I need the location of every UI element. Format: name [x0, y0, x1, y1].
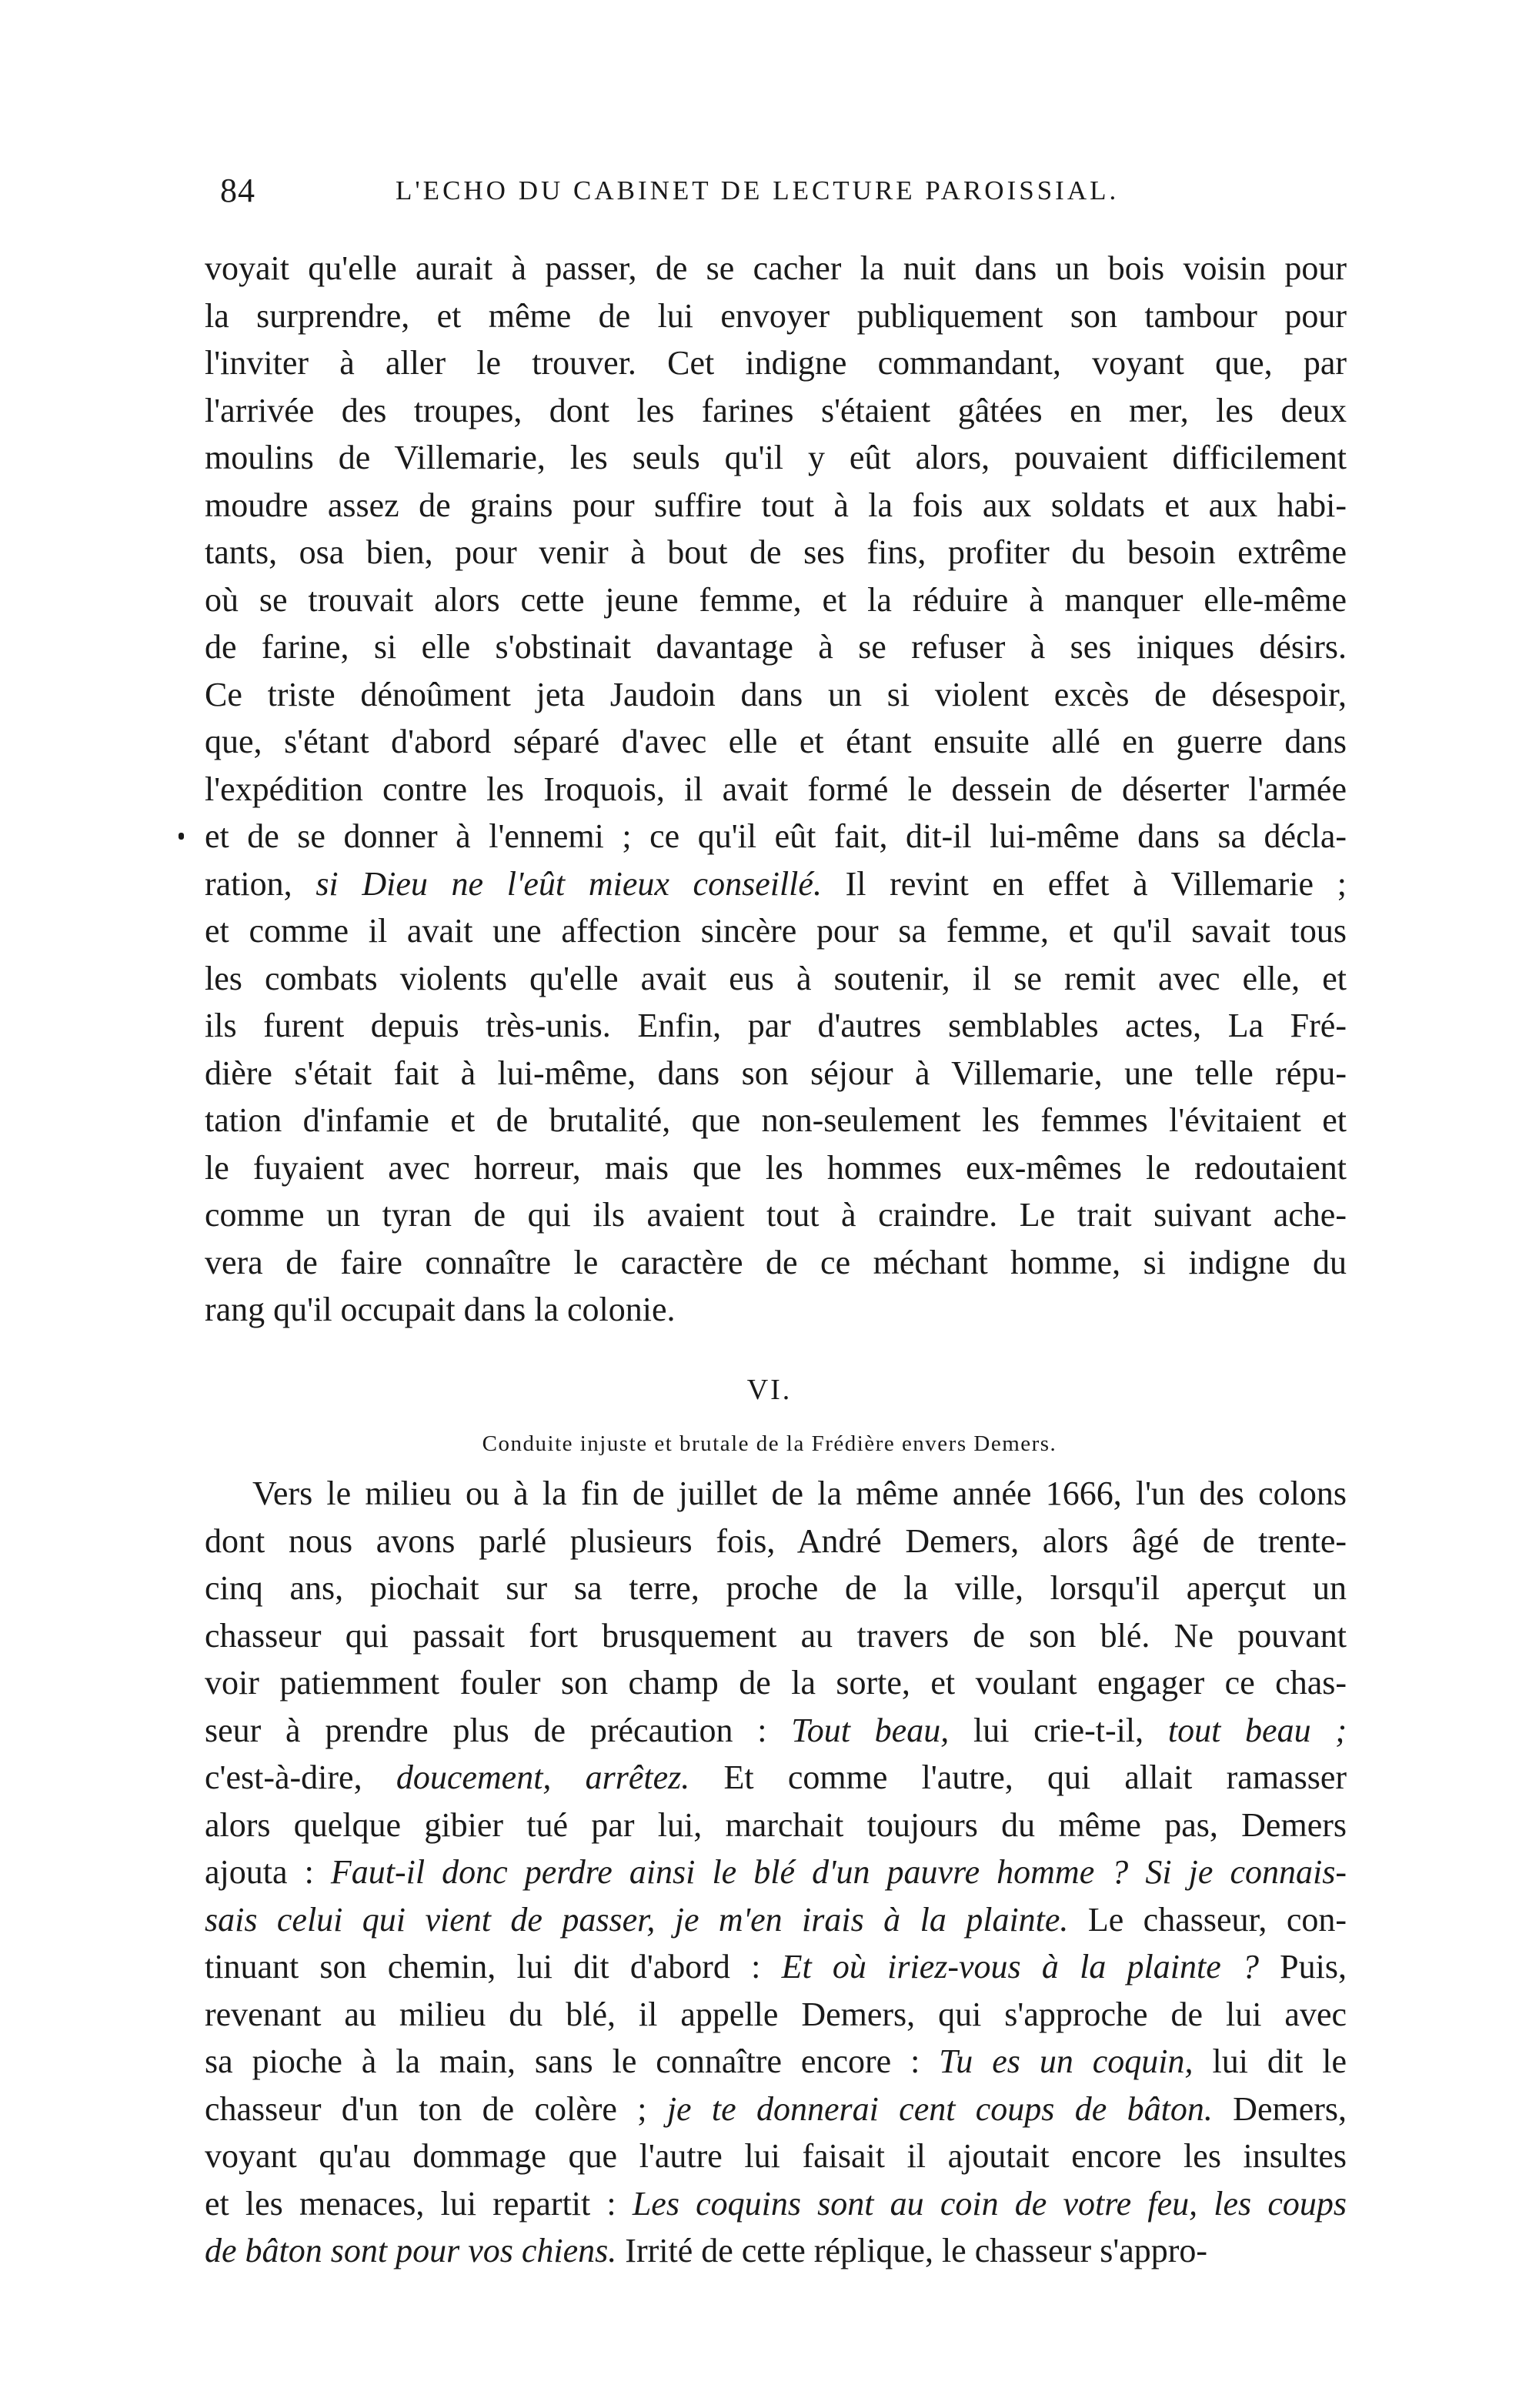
text-line: [205, 1991, 1347, 2039]
text-run: de farine, si elle s'obstinait davantage à se refuser à ses iniques désirs.: [205, 628, 1347, 666]
text-run: voyait qu'elle aurait à passer, de se cacher la nuit dans un bois voisin pour: [205, 249, 1347, 287]
text-run: sa pioche à la main, sans le connaître encore :: [205, 2042, 940, 2080]
text-line: [205, 2132, 1347, 2180]
text-line: [205, 387, 1347, 435]
text-line: [205, 1565, 1347, 1612]
italic-text: Et où iriez-vous à la plainte ?: [781, 1948, 1259, 1986]
section-number: VI.: [746, 1374, 793, 1406]
text-run: Le chasseur, con-: [1068, 1900, 1347, 1939]
text-line: [205, 1754, 1347, 1802]
text-run: dont nous avons parlé plusieurs fois, André Demers, alors âgé de trente-: [205, 1521, 1347, 1560]
text-run: lui crie-t-il,: [949, 1711, 1168, 1749]
text-run: voyant qu'au dommage que l'autre lui faisait il ajoutait encore les insultes: [205, 2137, 1347, 2175]
text-line: [205, 576, 1347, 624]
running-title: L'ECHO DU CABINET DE LECTURE PAROISSIAL.: [396, 175, 1120, 205]
text-run: ration,: [205, 864, 316, 903]
running-head: [220, 171, 1344, 217]
text-run: revenant au milieu du blé, il appelle Demers, qui s'approche de lui avec: [205, 1995, 1347, 2033]
text-run: tinuant son chemin, lui dit d'abord :: [205, 1948, 782, 1986]
text-run: chasseur d'un ton de colère ;: [205, 2089, 667, 2128]
text-run: moudre assez de grains pour suffire tout à la fois aux soldats et aux habi-: [205, 486, 1347, 524]
italic-text: Faut-il donc perdre ainsi le blé d'un pauvre homme ? Si je connais-: [330, 1853, 1347, 1891]
text-run: tation d'infamie et de brutalité, que non-seulement les femmes l'évitaient et: [205, 1101, 1347, 1139]
text-line: [205, 1144, 1347, 1192]
text-run: Demers,: [1212, 2089, 1347, 2128]
text-line: [205, 955, 1347, 1003]
text-line: [205, 671, 1347, 719]
text-run: Puis,: [1258, 1948, 1347, 1986]
text-line: [205, 1707, 1347, 1755]
italic-text: de bâton sont pour vos chiens.: [205, 2232, 617, 2269]
text-line: [205, 482, 1347, 529]
text-line: [205, 2038, 1347, 2086]
text-line: [205, 245, 1347, 292]
section-subtitle: Conduite injuste et brutale de la Frédière envers Demers.: [482, 1431, 1057, 1456]
text-line: [205, 292, 1347, 340]
text-line: [205, 718, 1347, 766]
text-line: [205, 860, 1347, 908]
text-run: ils furent depuis très-unis. Enfin, par d'autres semblables actes, La Fré-: [205, 1007, 1347, 1044]
text-run: Il revint en effet à Villemarie ;: [821, 864, 1347, 903]
text-line: [205, 529, 1347, 576]
text-run: c'est-à-dire,: [205, 1758, 396, 1796]
text-line: [205, 1849, 1347, 1896]
text-run: cinq ans, piochait sur sa terre, proche de la ville, lorsqu'il aperçut un: [205, 1569, 1347, 1607]
text-line: [205, 766, 1347, 813]
text-run: Et comme l'autre, qui allait ramasser: [689, 1758, 1347, 1796]
text-run: lui dit le: [1193, 2042, 1347, 2080]
text-line: [205, 1896, 1347, 1944]
text-line: [205, 1097, 1347, 1144]
text-line: [205, 2180, 1347, 2228]
text-line: [205, 1470, 1347, 1518]
italic-text: Tout beau,: [791, 1711, 950, 1749]
text-run: alors quelque gibier tué par lui, marchait toujours du même pas, Demers: [205, 1805, 1347, 1844]
paragraph-1: [205, 245, 1347, 1334]
text-line: [205, 1191, 1347, 1239]
text-line: [205, 623, 1347, 671]
text-line: [205, 1239, 1347, 1287]
text-run: les combats violents qu'elle avait eus à soutenir, il se remit avec elle, et: [205, 959, 1347, 997]
italic-text: je te donnerai cent coups de bâton.: [666, 2089, 1213, 2128]
text-line: [205, 813, 1347, 860]
text-run: l'expédition contre les Iroquois, il avait formé le dessein de déserter l'armée: [205, 770, 1347, 808]
text-line: [205, 1518, 1347, 1565]
italic-text: doucement, arrêtez.: [396, 1758, 690, 1796]
text-run: le fuyaient avec horreur, mais que les hommes eux-mêmes le redoutaient: [205, 1148, 1347, 1187]
text-run: la surprendre, et même de lui envoyer publiquement son tambour pour: [205, 296, 1347, 335]
text-run: rang qu'il occupait dans la colonie.: [205, 1291, 676, 1328]
text-run: et de se donner à l'ennemi ; ce qu'il eût fait, dit-il lui-même dans sa décla-: [205, 817, 1347, 855]
text-line: [205, 1659, 1347, 1707]
text-run: l'arrivée des troupes, dont les farines s'étaient gâtées en mer, les deux: [205, 391, 1347, 429]
text-run: voir patiemment fouler son champ de la sorte, et voulant engager ce chas-: [205, 1664, 1347, 1702]
text-run: Vers le milieu ou à la fin de juillet de la même année 1666, l'un des colons: [252, 1475, 1347, 1512]
text-line: [205, 1050, 1347, 1097]
text-line: [205, 907, 1347, 955]
text-run: ajouta :: [205, 1853, 331, 1891]
text-line: [205, 339, 1347, 387]
page-number: 84: [220, 172, 255, 209]
paragraph-2: [205, 1470, 1347, 2275]
text-run: dière s'était fait à lui-même, dans son séjour à Villemarie, une telle répu-: [205, 1054, 1347, 1092]
text-line: [205, 1612, 1347, 1660]
text-line: [205, 434, 1347, 482]
text-run: Irrité de cette réplique, le chasseur s'appro-: [616, 2232, 1208, 2269]
text-run: seur à prendre plus de précaution :: [205, 1711, 792, 1749]
text-run: Ce triste dénoûment jeta Jaudoin dans un si violent excès de désespoir,: [205, 675, 1347, 713]
text-run: moulins de Villemarie, les seuls qu'il y eût alors, pouvaient difficilement: [205, 439, 1347, 476]
text-line: [205, 1286, 1347, 1334]
text-run: comme un tyran de qui ils avaient tout à craindre. Le trait suivant ache-: [205, 1196, 1347, 1234]
margin-mark: [179, 833, 184, 840]
italic-text: si Dieu ne l'eût mieux conseillé.: [315, 864, 822, 903]
italic-text: sais celui qui vient de passer, je m'en irais à la plainte.: [205, 1900, 1069, 1939]
text-run: que, s'étant d'abord séparé d'avec elle et étant ensuite allé en guerre dans: [205, 723, 1347, 760]
text-run: et comme il avait une affection sincère pour sa femme, et qu'il savait tous: [205, 912, 1347, 950]
text-line: [205, 1943, 1347, 1991]
italic-text: Les coquins sont au coin de votre feu, les coups: [632, 2184, 1347, 2223]
text-line: [205, 1002, 1347, 1050]
text-run: chasseur qui passait fort brusquement au travers de son blé. Ne pouvant: [205, 1616, 1347, 1655]
text-line: [205, 2086, 1347, 2133]
italic-text: tout beau ;: [1167, 1711, 1347, 1749]
text-run: tants, osa bien, pour venir à bout de ses fins, profiter du besoin extrême: [205, 533, 1347, 571]
text-run: et les menaces, lui repartit :: [205, 2184, 633, 2223]
text-line: [205, 1802, 1347, 1849]
text-run: l'inviter à aller le trouver. Cet indigne commandant, voyant que, par: [205, 344, 1347, 382]
text-run: où se trouvait alors cette jeune femme, et la réduire à manquer elle-même: [205, 580, 1347, 619]
text-line: [205, 2227, 1347, 2275]
text-run: vera de faire connaître le caractère de ce méchant homme, si indigne du: [205, 1243, 1347, 1281]
italic-text: Tu es un coquin,: [939, 2042, 1193, 2080]
